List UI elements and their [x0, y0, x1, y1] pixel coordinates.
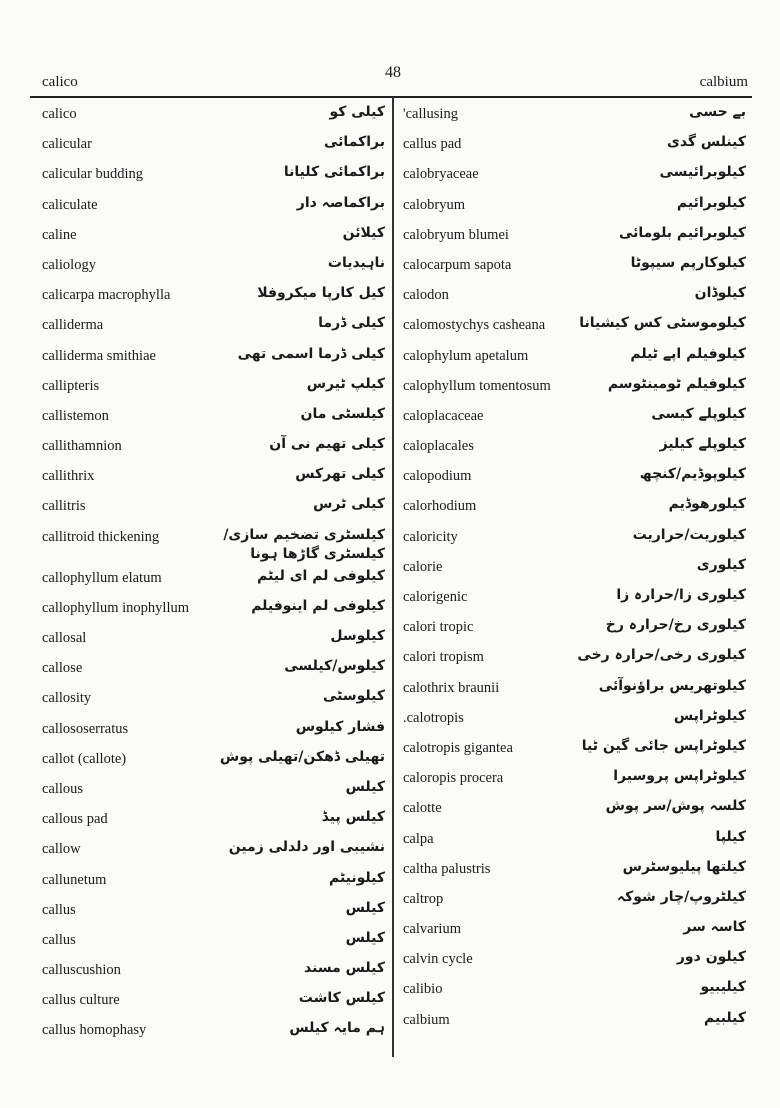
entry-term-english: callososerratus: [42, 720, 129, 737]
entry-translation-urdu: کیلوسل: [330, 628, 385, 644]
dictionary-entry: [42, 594, 385, 624]
entry-term-english: caltha palustris: [403, 860, 491, 877]
dictionary-entry: [42, 1016, 385, 1046]
dictionary-entry: [403, 674, 746, 704]
dictionary-entry: [403, 492, 746, 522]
entry-term-english: calvin cycle: [403, 951, 473, 968]
entry-translation-urdu: کیلون دور: [676, 949, 746, 966]
entry-term-english: callus culture: [42, 992, 120, 1009]
entry-term-english: calocarpum sapota: [403, 256, 512, 273]
dictionary-entry: [42, 221, 385, 251]
dictionary-entry: [403, 372, 746, 402]
entry-translation-urdu: کیلس پیڈ: [321, 809, 385, 826]
entry-translation-urdu: کیلوفیلم ٹومینٹوسم: [607, 375, 746, 392]
entry-translation-urdu: کیلپ ٹیرس: [306, 375, 385, 392]
column-divider: [392, 97, 394, 1057]
entry-translation-urdu: کیلوفی لم ای لیٹم: [257, 567, 385, 584]
entry-translation-urdu: براکماصہ دار: [296, 194, 385, 211]
dictionary-entry: [403, 311, 746, 341]
entry-term-english: calbium: [403, 1011, 450, 1028]
dictionary-entry: [42, 896, 385, 926]
entry-translation-urdu: کیلس مسند: [304, 960, 385, 977]
entry-translation-urdu: کیلس کاشت: [298, 990, 385, 1007]
dictionary-entry: [42, 372, 385, 402]
entry-term-english: callithrix: [42, 468, 95, 485]
entry-translation-urdu: نشیبی اور دلدلی زمین: [228, 839, 385, 856]
dictionary-entry: [42, 624, 385, 654]
entry-term-english: calophyllum tomentosum: [403, 377, 551, 394]
dictionary-entry: [403, 764, 746, 794]
entry-term-english: calpa: [403, 830, 434, 847]
entry-term-english: calliderma smithiae: [42, 347, 156, 364]
dictionary-entry: [42, 775, 385, 805]
dictionary-entry: [403, 855, 746, 885]
dictionary-entry: [42, 926, 385, 956]
dictionary-entry: [42, 191, 385, 221]
dictionary-entry: [403, 221, 746, 251]
dictionary-entry: [403, 462, 746, 492]
entry-translation-urdu: کیلائن: [342, 224, 385, 241]
entry-term-english: calothrix braunii: [403, 679, 500, 696]
entry-translation-urdu: کیلوٹراپس پروسیرا: [613, 768, 746, 785]
entry-translation-urdu: کیلوٹراپس: [673, 707, 746, 724]
entry-term-english: callus: [42, 931, 76, 948]
dictionary-entry: [403, 342, 746, 372]
dictionary-entry: [403, 643, 746, 673]
entry-translation-urdu: کیلوموسٹی کس کیشیانا: [579, 315, 746, 332]
dictionary-entry: [42, 684, 385, 714]
dictionary-entry: [42, 564, 385, 594]
entry-translation-urdu: کیلونیٹم: [328, 869, 385, 886]
entry-term-english: calobryum blumei: [403, 226, 509, 243]
dictionary-entry: [403, 583, 746, 613]
entry-term-english: caloplacales: [403, 438, 474, 455]
entry-term-english: 'callusing: [403, 106, 458, 122]
entry-translation-urdu: کیلسٹری تضخیم سازی/کیلسٹری گاڑھا ہونا: [223, 526, 385, 562]
dictionary-entry: [403, 553, 746, 583]
entry-translation-urdu: کیلوبرائیسی: [659, 164, 746, 181]
entry-translation-urdu: کیلی تھیم نی آن: [269, 436, 385, 453]
entry-term-english: callose: [42, 660, 83, 677]
entry-term-english: calliderma: [42, 317, 104, 334]
entry-translation-urdu: کیلوبرائیم بلومائی: [618, 224, 746, 241]
entry-term-english: callophyllum inophyllum: [42, 599, 190, 616]
entry-term-english: calomostychys casheana: [403, 317, 546, 334]
dictionary-entry: [403, 915, 746, 945]
entry-translation-urdu: کیلی ڈرما: [318, 315, 385, 332]
dictionary-entry: [42, 715, 385, 745]
entry-translation-urdu: کیلس: [345, 778, 385, 795]
entry-translation-urdu: بے حسی: [689, 104, 746, 120]
entry-translation-urdu: براکمائی: [324, 134, 385, 151]
dictionary-entry: [403, 704, 746, 734]
dictionary-entry: [42, 462, 385, 492]
dictionary-entry: [403, 825, 746, 855]
entry-translation-urdu: کیلوری زا/حرارہ زا: [616, 587, 746, 603]
entry-term-english: callosal: [42, 630, 87, 646]
left-column: [42, 100, 385, 1047]
entry-translation-urdu: براکمائی کلیانا: [283, 164, 385, 181]
entry-term-english: callous pad: [42, 811, 108, 828]
dictionary-entry: [42, 523, 385, 564]
entry-term-english: callow: [42, 841, 81, 858]
entry-translation-urdu: تھیلی ڈھکن/تھیلی پوش: [219, 748, 385, 765]
dictionary-entry: [403, 734, 746, 764]
entry-term-english: caloropis procera: [403, 770, 504, 787]
entry-translation-urdu: کینلس گدی: [666, 134, 746, 151]
dictionary-entry: [403, 160, 746, 190]
entry-translation-urdu: کیلبیم: [704, 1009, 746, 1026]
entry-term-english: calotropis gigantea: [403, 739, 513, 756]
entry-translation-urdu: کیلیبیو: [700, 979, 746, 996]
entry-translation-urdu: کیلوپوڈیم/کنچھ: [639, 466, 746, 483]
entry-term-english: calopodium: [403, 468, 472, 485]
entry-translation-urdu: کیلوس/کیلسی: [284, 658, 385, 675]
dictionary-entry: [42, 745, 385, 775]
entry-term-english: calori tropic: [403, 619, 474, 636]
dictionary-entry: [403, 885, 746, 915]
entry-translation-urdu: کیلتھا پیلیوسٹرس: [622, 858, 746, 875]
entry-term-english: calori tropism: [403, 649, 484, 666]
entry-translation-urdu: کیلوری رخی/حرارہ رخی: [577, 647, 746, 664]
header-rule: [30, 96, 752, 98]
dictionary-entry: [42, 251, 385, 281]
dictionary-entry: [403, 281, 746, 311]
entry-term-english: callot (callote): [42, 750, 127, 767]
entry-term-english: caltrop: [403, 890, 444, 907]
dictionary-entry: [42, 866, 385, 896]
page-number: 48: [385, 64, 401, 81]
entry-translation-urdu: کیلوتھریس براؤنوآئی: [598, 677, 746, 694]
dictionary-entry: [403, 794, 746, 824]
entry-translation-urdu: کاسہ سر: [683, 919, 746, 936]
dictionary-entry: [403, 945, 746, 975]
entry-translation-urdu: کیلپا: [715, 828, 746, 845]
entry-translation-urdu: کیلس: [345, 929, 385, 946]
entry-term-english: calotte: [403, 800, 442, 817]
entry-term-english: calicular: [42, 136, 92, 153]
entry-term-english: callitroid thickening: [42, 528, 160, 545]
dictionary-entry: [42, 342, 385, 372]
entry-term-english: calobryum: [403, 196, 466, 213]
entry-term-english: calluscushion: [42, 962, 121, 979]
header-guide-word-left: calico: [42, 74, 78, 90]
dictionary-entry: [42, 160, 385, 190]
dictionary-entry: [42, 130, 385, 160]
entry-term-english: calorigenic: [403, 589, 468, 605]
entry-translation-urdu: ہم مایہ کیلس: [289, 1020, 385, 1037]
dictionary-entry: [42, 956, 385, 986]
entry-term-english: callosity: [42, 690, 92, 707]
dictionary-entry: [42, 432, 385, 462]
entry-term-english: callous: [42, 780, 84, 797]
dictionary-entry: [42, 402, 385, 432]
entry-term-english: callus homophasy: [42, 1022, 147, 1039]
entry-translation-urdu: کیلی ٹرس: [313, 496, 385, 513]
entry-term-english: callithamnion: [42, 438, 122, 455]
entry-translation-urdu: کیلوفی لم اینوفیلم: [251, 597, 385, 614]
entry-translation-urdu: کیلس: [345, 899, 385, 916]
entry-translation-urdu: کیلورھوڈیم: [668, 496, 746, 513]
entry-translation-urdu: کیلوپلے کیسی: [651, 405, 746, 422]
entry-term-english: calodon: [403, 287, 449, 304]
dictionary-entry: [42, 835, 385, 865]
dictionary-entry: [403, 251, 746, 281]
entry-translation-urdu: کیلوٹراپس جائی گین ٹیا: [581, 737, 746, 754]
entry-term-english: callistemon: [42, 407, 109, 424]
dictionary-entry: [403, 523, 746, 553]
entry-term-english: calicarpa macrophylla: [42, 287, 171, 304]
entry-term-english: calico: [42, 106, 77, 122]
dictionary-entry: [42, 281, 385, 311]
entry-term-english: callus: [42, 901, 76, 918]
dictionary-entry: [403, 975, 746, 1005]
entry-term-english: caloplacaceae: [403, 407, 484, 424]
dictionary-entry: [403, 1006, 746, 1036]
entry-translation-urdu: فشار کیلوس: [295, 718, 385, 735]
dictionary-entry: [42, 805, 385, 835]
entry-term-english: caline: [42, 226, 77, 243]
entry-translation-urdu: کیلی تھرکس: [295, 466, 385, 483]
entry-term-english: calobryaceae: [403, 166, 479, 183]
dictionary-entry: [42, 311, 385, 341]
dictionary-entry: [403, 432, 746, 462]
dictionary-entry: [403, 402, 746, 432]
entry-translation-urdu: کیلوکارپم سیپوٹا: [630, 254, 746, 271]
entry-term-english: callitris: [42, 498, 86, 515]
header-guide-word-right: calbium: [699, 74, 748, 90]
dictionary-entry: [42, 986, 385, 1016]
entry-translation-urdu: کیل کارپا میکروفلا: [257, 285, 385, 302]
entry-translation-urdu: کیلوری رخ/حرارہ رخ: [605, 617, 746, 634]
dictionary-entry: [403, 613, 746, 643]
entry-translation-urdu: کیلٹروپ/چار شوکہ: [616, 888, 746, 905]
dictionary-entry: [403, 100, 746, 130]
entry-term-english: callunetum: [42, 871, 107, 888]
entry-translation-urdu: کیلوپلے کیلیز: [659, 436, 746, 453]
entry-translation-urdu: کیلوفیلم اپے ٹیلم: [630, 345, 746, 362]
entry-term-english: calophylum apetalum: [403, 347, 529, 364]
entry-term-english: callophyllum elatum: [42, 569, 162, 586]
entry-term-english: calorie: [403, 558, 443, 575]
dictionary-entry: [42, 654, 385, 684]
entry-term-english: calibio: [403, 981, 443, 998]
entry-translation-urdu: کلسہ پوش/سر پوش: [605, 798, 746, 815]
entry-term-english: calorhodium: [403, 498, 477, 515]
entry-translation-urdu: کیلی ڈرما اسمی تھی: [237, 345, 385, 362]
entry-translation-urdu: کیلسٹی مان: [300, 405, 385, 422]
entry-translation-urdu: کیلوبرائیم: [676, 194, 746, 211]
dictionary-entry: [42, 100, 385, 130]
entry-term-english: calicular budding: [42, 166, 144, 183]
entry-translation-urdu: کیلوڈان: [694, 285, 746, 302]
entry-term-english: callipteris: [42, 377, 100, 394]
entry-term-english: .calotropis: [403, 709, 464, 726]
entry-translation-urdu: کیلوری: [696, 556, 746, 573]
dictionary-entry: [42, 492, 385, 522]
entry-term-english: callus pad: [403, 136, 462, 153]
entry-term-english: calvarium: [403, 921, 461, 938]
entry-translation-urdu: کیلوریت/حراریت: [632, 526, 746, 543]
dictionary-entry: [403, 130, 746, 160]
entry-term-english: caliology: [42, 256, 96, 273]
entry-term-english: caliculate: [42, 196, 98, 213]
right-column: [403, 100, 746, 1036]
entry-translation-urdu: کیلوسٹی: [323, 688, 385, 705]
entry-translation-urdu: ناہیدیات: [327, 254, 385, 271]
entry-term-english: caloricity: [403, 528, 458, 545]
dictionary-entry: [403, 191, 746, 221]
entry-translation-urdu: کیلی کو: [329, 104, 385, 120]
